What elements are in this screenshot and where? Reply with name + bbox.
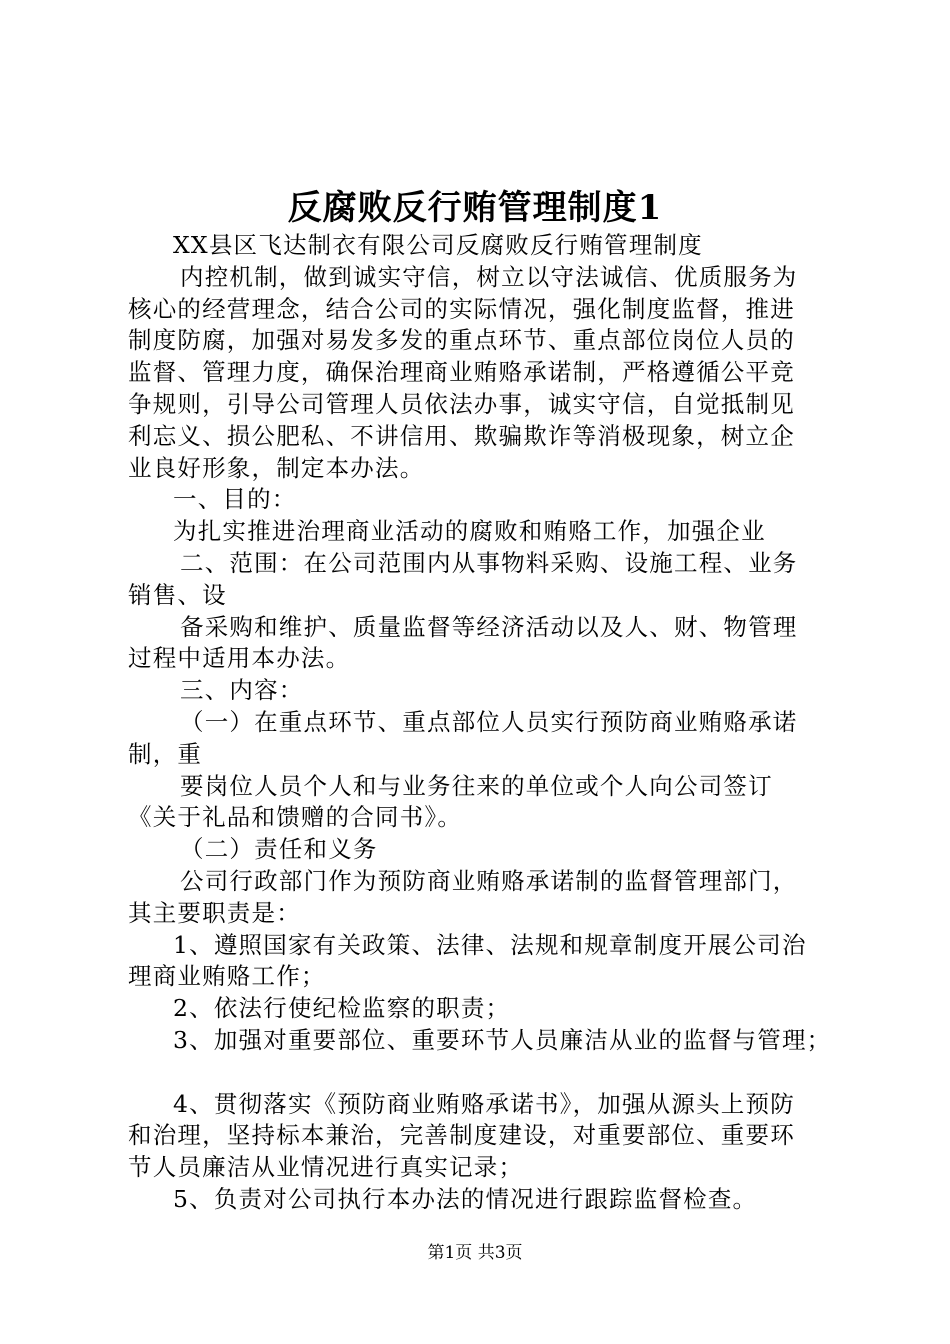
list-item-2: 2、依法行使纪检监察的职责； [173, 994, 511, 1023]
subsection-heading-2: （二）责任和义务 [180, 835, 378, 864]
paragraph-line: 利忘义、损公肥私、不讲信用、欺骗欺诈等消极现象，树立企 [128, 421, 795, 450]
paragraph-line: 制度防腐，加强对易发多发的重点环节、重点部位岗位人员的 [128, 326, 795, 355]
list-item-1: 1、遵照国家有关政策、法律、法规和规章制度开展公司治 [173, 930, 807, 959]
paragraph-line: 销售、设 [128, 580, 227, 609]
paragraph-line: 过程中适用本办法。 [128, 644, 351, 673]
paragraph-line: 要岗位人员个人和与业务往来的单位或个人向公司签订 [180, 771, 773, 800]
section-heading-scope: 二、范围：在公司范围内从事物料采购、设施工程、业务 [180, 548, 798, 577]
paragraph-company-heading: XX县区飞达制衣有限公司反腐败反行贿管理制度 [173, 231, 703, 259]
section-heading-content: 三、内容： [180, 676, 304, 705]
paragraph-line: 争规则，引导公司管理人员依法办事，诚实守信，自觉抵制见 [128, 389, 795, 418]
paragraph-line: 和治理，坚持标本兼治，完善制度建设，对重要部位、重要环 [128, 1121, 795, 1150]
list-item-3: 3、加强对重要部位、重要环节人员廉洁从业的监督与管理； [173, 1025, 832, 1054]
paragraph-line: 《关于礼品和馈赠的合同书》。 [128, 803, 463, 832]
subsection-heading-1: （一）在重点环节、重点部位人员实行预防商业贿赂承诺 [180, 707, 798, 736]
paragraph-line: 监督、管理力度，确保治理商业贿赂承诺制，严格遵循公平竞 [128, 358, 795, 387]
list-item-5: 5、负责对公司执行本办法的情况进行跟踪监督检查。 [173, 1184, 758, 1213]
paragraph-line: 核心的经营理念，结合公司的实际情况，强化制度监督，推进 [128, 294, 795, 323]
paragraph-line: 理商业贿赂工作； [128, 962, 326, 991]
list-item-4: 4、贯彻落实《预防商业贿赂承诺书》，加强从源头上预防 [173, 1089, 795, 1118]
paragraph-line: 业良好形象，制定本办法。 [128, 453, 425, 482]
blank-line [128, 1057, 843, 1089]
paragraph-line: 其主要职责是： [128, 898, 301, 927]
document-body [128, 230, 843, 1216]
document-title: 反腐败反行贿管理制度1 [287, 188, 663, 228]
section-heading-purpose: 一、目的： [173, 485, 297, 514]
paragraph-line: 内控机制，做到诚实守信，树立以守法诚信、优质服务为 [180, 262, 798, 291]
page-number: 第1页 共3页 [427, 1243, 523, 1263]
paragraph-line: 制，重 [128, 739, 203, 768]
paragraph-line: 节人员廉洁从业情况进行真实记录； [128, 1153, 524, 1182]
paragraph-line: 公司行政部门作为预防商业贿赂承诺制的监督管理部门， [180, 866, 798, 895]
paragraph-line: 备采购和维护、质量监督等经济活动以及人、财、物管理 [180, 612, 798, 641]
paragraph-line: 为扎实推进治理商业活动的腐败和贿赂工作，加强企业 [173, 517, 766, 546]
